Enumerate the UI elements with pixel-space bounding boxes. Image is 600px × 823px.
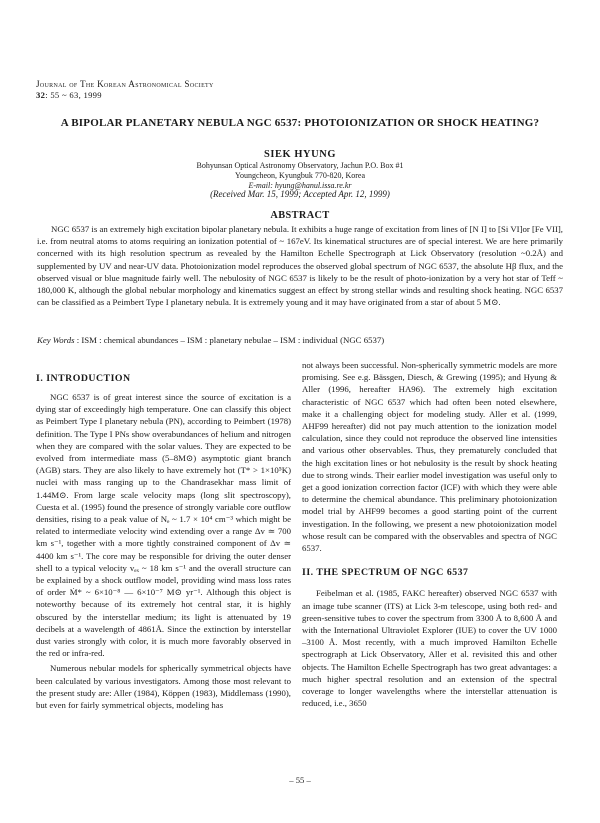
left-column xyxy=(36,373,291,711)
journal-volume-line xyxy=(36,90,214,101)
section-1-paragraph-3: not always been successful. Non-spherically symmetric models are more promising. See e.g. Bässgen, Diesch, & Grewing (1995); and Hyung & Aller (1996, hereafter HA96). The extremely high excitation characteristic of NGC 6537 which had often been noted elsewhere, make it a challenging object for modeling study. Aller et al. (1999, AHF99 hereafter) did not pay much attention to the ionization model calculation, since they could not reproduce the observed line intensities and various other observables. Thus, they prematurely concluded that the high excitation lines or hot nebulosity is the result by shock heating due to strong winds. Their earlier model investigation was useful only to get a good ionization correction factor (ICF) with which they were able to determine the chemical abundance. This preliminary photoionization model trial by AHF99 becomes a good starting point of the current investigation. In the following, we present a new photoionization model whose result can be compared with the observables and spectra of NGC 6537. xyxy=(302,360,557,554)
received-dates: (Received Mar. 15, 1999; Accepted Apr. 12, 1999) xyxy=(210,189,390,200)
journal-header xyxy=(36,79,214,101)
section-1-heading: I. INTRODUCTION xyxy=(36,373,131,384)
author-email: E-mail: hyung@hanul.issa.re.kr xyxy=(248,180,352,190)
journal-name: Journal of The Korean Astronomical Society xyxy=(36,79,214,89)
paper-title: A BIPOLAR PLANETARY NEBULA NGC 6537: PHOTOIONIZATION OR SHOCK HEATING? xyxy=(60,117,540,129)
keywords-text: : ISM : chemical abundances – ISM : planetary nebulae – ISM : individual (NGC 6537) xyxy=(74,335,385,345)
right-column xyxy=(302,359,557,709)
abstract-heading: ABSTRACT xyxy=(270,210,330,221)
affiliation-line-1: Bohyunsan Optical Astronomy Observatory, Jachun P.O. Box #1 xyxy=(196,161,404,170)
page-number: – 55 – xyxy=(289,775,311,785)
affiliation-line-2: Youngcheon, Kyungbuk 770-820, Korea xyxy=(234,170,366,180)
abstract-text: NGC 6537 is an extremely high excitation bipolar planetary nebula. It exhibits a huge range of excitation from lines of [N I] to [Si VI]or [Fe VII], i.e. from neutral atoms to atoms requiring an ionization potential of ~ 167eV. Its kinematical structures are of special interest. We are here primarily concerned with its high resolution spectrum as revealed by the Hamilton Echelle Spectrograph at Lick Observatory (resolution ~0.2Å) and supplemented by UV and near-UV data. Photoionization model reproduces the observed global spectrum of NGC 6537, the absolute Hβ flux, and the observed visual or blue magnitude fairly well. The nebulosity of NGC 6537 is likely to be the result of photo-ionization by a very hot star of Teff ~ 180,000 K, although the global nebular morphology and kinematics suggest an effect by strong stellar winds and resulting shock heating. NGC 6537 can be classified as a Peimbert Type I planetary nebula. It is extremely young and it may have originated from a star of about 5 M⊙. xyxy=(37,224,563,308)
section-2-heading: II. THE SPECTRUM OF NGC 6537 xyxy=(302,567,469,579)
section-2-paragraph-1: Feibelman et al. (1985, FAKC hereafter) observed NGC 6537 with an image tube scanner (ITS) at Lick 3-m telescope, using both red- and green-sensitive tubes to cover the spectrum from 3300 Å to 8,600 Å and with the International Ultraviolet Explorer (IUE) to cover the UV 1000 –3100 Å. Most recently, with a much improved Hamilton Echelle spectrograph at Lick Observatory, Aller et al. revisited this and other objects. The Hamilton Echelle Spectrograph has two great advantages: a much higher spectral resolution and an extension of the spectral coverage to longer wavelengths where the interstellar attenuation is reduced, i.e., 3650 xyxy=(302,588,557,709)
author-name: SIEK HYUNG xyxy=(263,149,337,160)
journal-pages: : 55 ~ 63, 1999 xyxy=(45,90,102,100)
journal-volume: 32 xyxy=(36,90,46,100)
section-1-paragraph-2: Numerous nebular models for spherically symmetrical objects have been calculated by various investigators. Among those most relevant to the present study are: Aller (1984), Köppen (1983), Middlemass (1990), but even for fairly symmetrical objects, modeling has xyxy=(36,663,291,711)
keywords xyxy=(37,334,563,346)
keywords-label: Key Words xyxy=(37,335,75,345)
affiliation-block xyxy=(40,161,560,200)
section-1-paragraph-1: NGC 6537 is of great interest since the source of excitation is a dying star of exceedingly high temperature. One can classify this object as Peimbert Type I planetary nebula (PN), according to Peimbert (1978) definition. The Type I PNs show overabundances of helium and nitrogen when they are compared with the solar values. They are expected to be evolved from intermediate mass (5–8M⊙) asymptotic giant branch (AGB) stars. They are also likely to have extremely hot (T* > 1×10⁵K) nuclei with mass ranging up to the Chandrasekhar mass limit of 1.44M⊙. From large scale velocity maps (long slit spectroscopy), Cuesta et al. (1995) found the presence of strongly variable core outflow densities, rising to a peak value of Nₑ ~ 1.7 × 10⁴ cm⁻³ which might be related to intermediate velocity wind extending over a range Δv ≃ 700 km s⁻¹, together with a more tightly constrained component of Δv ≃ 4400 km s⁻¹. The core may be responsible for driving the outer denser shell to a typical velocity vₑₓ ~ 18 km s⁻¹ and the overall structure can be explained by a shock outflow model, providing wind mass loss rates of order Ṁ* ~ 6×10⁻⁸ — 6×10⁻⁷ M⊙ yr⁻¹. Although this object is noteworthy because of its extremely hot central star, it is highly obscured by the interstellar medium; its light is attenuated by 19 decibels at a wavelength of 4861Å. Since the extinction by interstellar dust varies strongly with color, it is much more favorably observed in the red or infra-red. xyxy=(36,392,291,659)
